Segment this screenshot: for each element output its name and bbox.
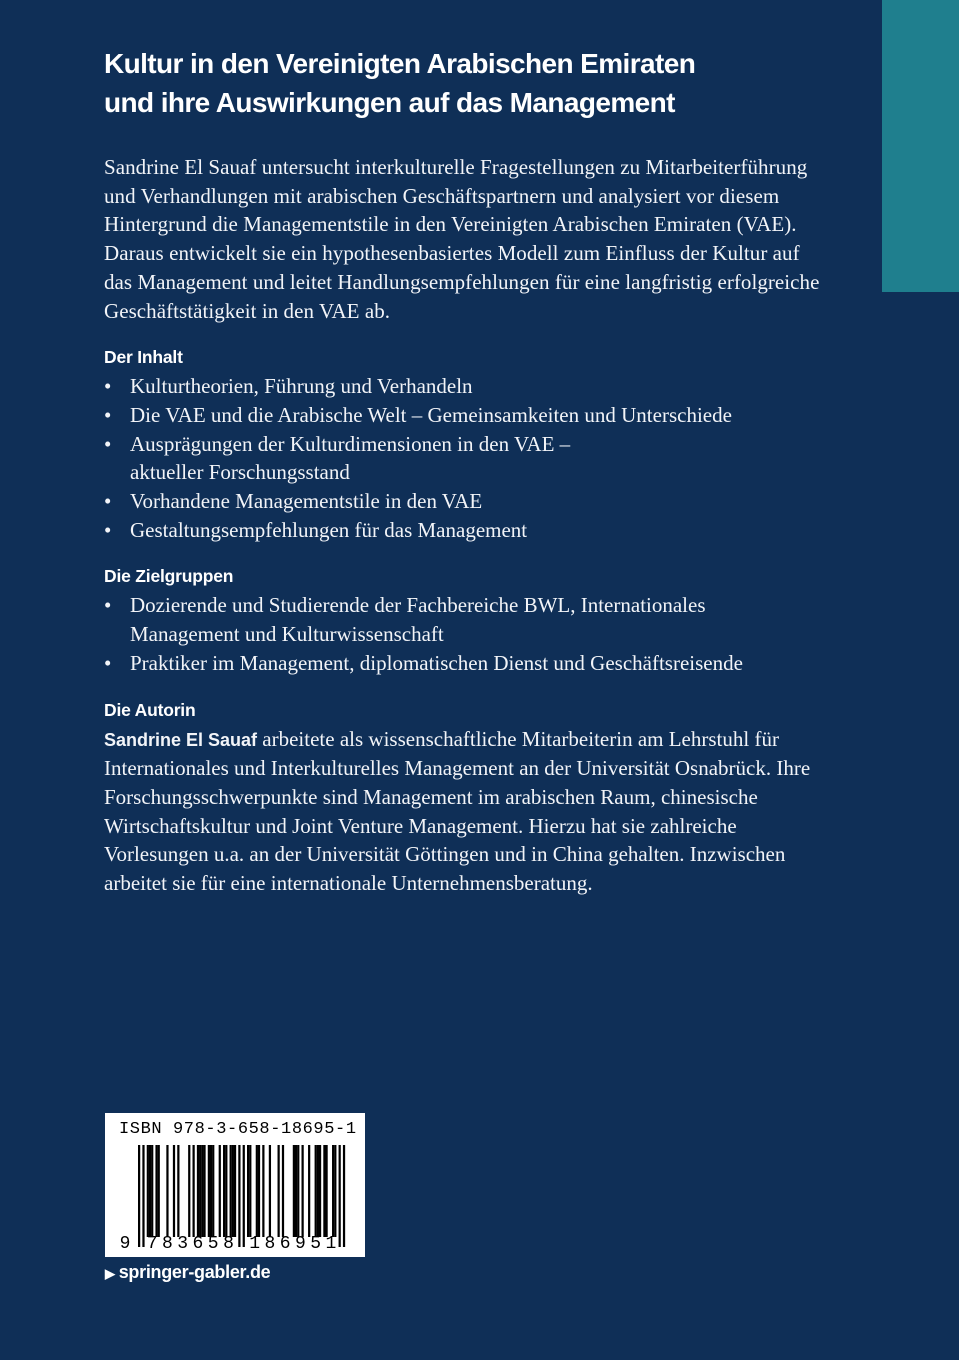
barcode-bar [193,1145,195,1237]
barcode-bar [232,1145,234,1237]
barcode-digit: 9 [119,1234,131,1254]
list-item: • Die VAE und die Arabische Welt – Gemeinsamkeiten und Unterschiede [104,401,820,430]
barcode-digits [120,1234,337,1254]
barcode-bar [208,1145,210,1237]
barcode-bar [151,1145,153,1237]
barcode-bar [201,1145,203,1237]
barcode-bar [243,1145,245,1247]
barcode-bar [238,1145,240,1247]
barcode-bar [188,1145,190,1237]
title-line-1: Kultur in den Vereinigten Arabischen Emiraten [104,48,696,79]
barcode-digit: 6 [279,1234,291,1254]
barcode-digit: 3 [177,1234,189,1254]
barcode-bars [138,1145,345,1247]
barcode-bar [177,1145,179,1237]
barcode-bar [158,1145,160,1237]
barcode-bar [295,1145,297,1237]
barcode-bar [278,1145,280,1237]
play-arrow-icon: ▶ [105,1266,115,1281]
section-zielgruppen [104,564,820,677]
barcode-bar [155,1145,157,1237]
barcode-bar [247,1145,249,1237]
barcode-bar [334,1145,336,1237]
barcode-bar [149,1145,151,1237]
back-cover-content [104,44,820,898]
barcode-digit: 8 [223,1234,234,1254]
barcode-bar [293,1145,295,1237]
intro-paragraph: Sandrine El Sauaf untersucht interkulturelle Fragestellungen zu Mitarbeiterführung und Verhandlungen mit arabischen Geschäftspartnern und analysiert vor diesem Hintergrund die Managementstile in den Vereinigten Arabischen Emiraten (VAE). Daraus entwickelt sie ein hypothesenbasiertes Modell zum Einfluss der Kultur auf das Management und leitet Handlungsempfehlungen für eine langfristig erfolgreiche Geschäftstätigkeit in den VAE ab. [104,155,820,323]
barcode-bar [230,1145,232,1237]
barcode-bar [223,1145,225,1237]
section-autorin [104,698,820,898]
publisher-link[interactable] [105,1262,270,1283]
barcode-bar [197,1145,199,1237]
author-bio [104,725,820,898]
section-heading-zielgruppen: Die Zielgruppen [104,566,234,587]
barcode-bar [315,1145,317,1237]
barcode-digit: 8 [162,1234,173,1254]
barcode-bar [219,1145,221,1237]
list-item: • Gestaltungsempfehlungen für das Management [104,516,820,545]
list-item: • Ausprägungen der Kulturdimensionen in den VAE – aktueller Forschungsstand [104,430,820,487]
accent-strip [882,0,959,292]
isbn-barcode-box [105,1113,365,1257]
barcode-bar [212,1145,214,1237]
barcode-bar [317,1145,319,1237]
barcode-bar [234,1145,236,1237]
section-inhalt [104,345,820,544]
barcode-bar [225,1145,227,1237]
list-item: • Praktiker im Management, diplomatischen Dienst und Geschäftsreisende [104,649,820,678]
list-item: • Kulturtheorien, Führung und Verhandeln [104,372,820,401]
book-title [104,44,820,122]
list-item: • Dozierende und Studierende der Fachbereiche BWL, Internationales Management und Kulturwissenschaft [104,591,820,648]
barcode-digit: 8 [264,1234,276,1254]
list-item: • Vorhandene Managementstile in den VAE [104,487,820,516]
barcode-bar [249,1145,251,1237]
barcode-digit: 1 [325,1234,337,1254]
barcode-bar [339,1145,341,1247]
barcode-bar [258,1145,260,1237]
barcode-digit: 1 [249,1234,261,1254]
barcode-bar [343,1145,345,1247]
barcode-bar [282,1145,284,1237]
barcode-bar [332,1145,334,1237]
zielgruppen-list [104,591,820,677]
author-bio-text: arbeitete als wissenschaftliche Mitarbeiterin am Lehrstuhl für Internationales und Interkulturelles Management an der Universität Osnabrück. Ihre Forschungsschwerpunkte sind Management im arabischen Raum, chinesische Wirtschaftskultur und Joint Venture Management. Hierzu hat sie zahlreiche Vorlesungen u.a. an der Universität Göttingen und in China gehalten. Inzwischen arbeitet sie für eine internationale Unternehmensberatung. [104,726,811,896]
barcode-bar [297,1145,299,1237]
inhalt-list [104,372,820,544]
publisher-url: springer-gabler.de [118,1262,271,1282]
barcode-bar [142,1145,144,1247]
barcode [105,1113,365,1257]
barcode-digit: 7 [146,1234,158,1254]
barcode-bar [256,1145,258,1237]
barcode-bar [138,1145,140,1247]
barcode-bar [269,1145,271,1237]
section-heading-autorin: Die Autorin [104,699,196,720]
barcode-bar [210,1145,212,1237]
barcode-digit: 6 [192,1234,204,1254]
barcode-bar [325,1145,327,1237]
barcode-bar [308,1145,310,1237]
barcode-bar [319,1145,321,1237]
barcode-digit: 5 [207,1234,219,1254]
barcode-digit: 5 [310,1234,322,1254]
barcode-digit: 9 [295,1234,306,1254]
section-heading-inhalt: Der Inhalt [104,347,183,368]
barcode-bar [199,1145,201,1237]
title-line-2: und ihre Auswirkungen auf das Management [104,87,675,118]
author-name: Sandrine El Sauaf [104,729,258,750]
barcode-bar [147,1145,149,1237]
barcode-bar [323,1145,325,1237]
barcode-bar [262,1145,264,1237]
barcode-bar [203,1145,205,1237]
isbn-label: ISBN 978-3-658-18695-1 [119,1120,357,1139]
barcode-bar [302,1145,304,1237]
barcode-bar [166,1145,168,1237]
barcode-bar [173,1145,175,1237]
